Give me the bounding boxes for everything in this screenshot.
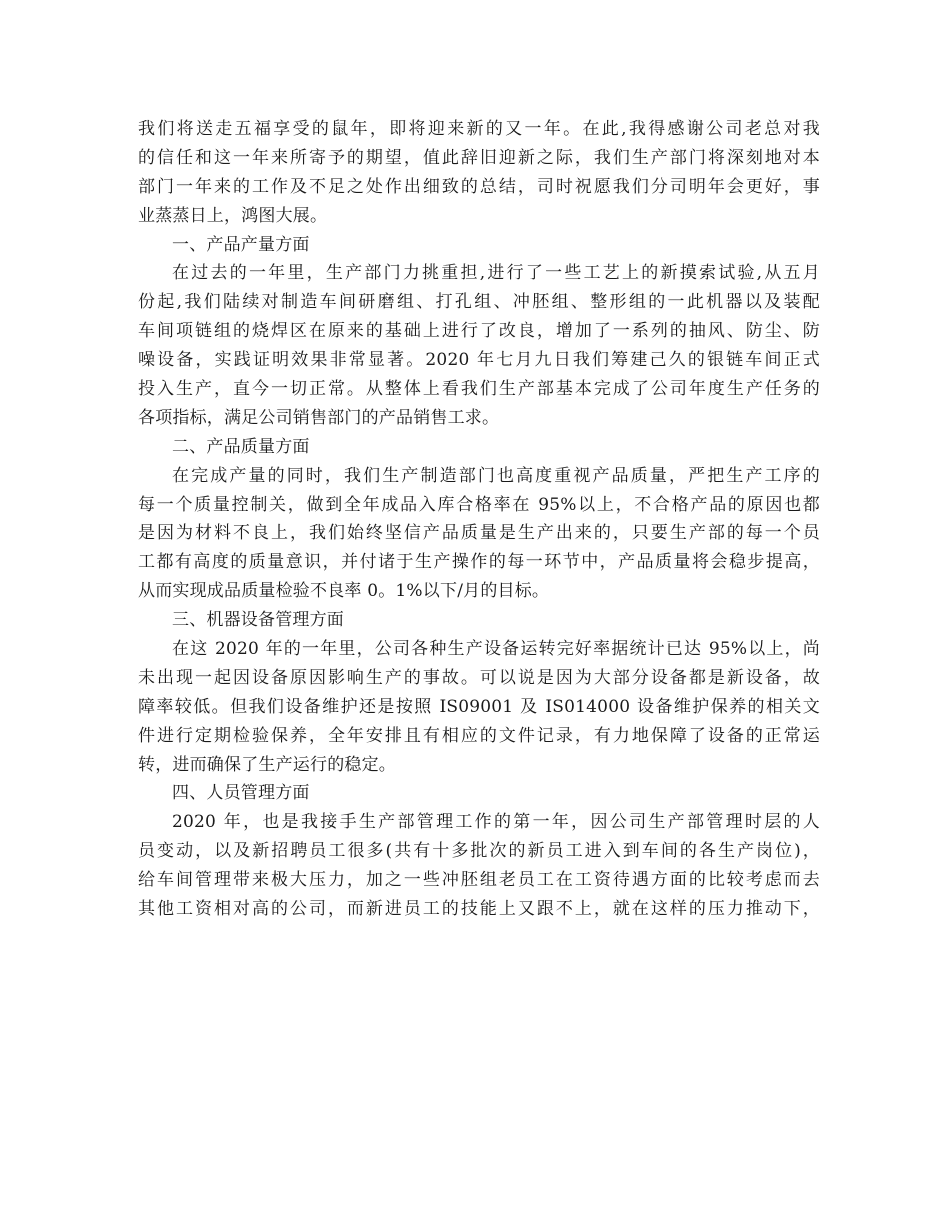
text-line: 每一个质量控制关，做到全年成品入库合格率在 95%以上，不合格产品的原因也都 (138, 494, 820, 515)
text-line: 各项指标，满足公司销售部门的产品销售工求。 (138, 407, 500, 428)
text-line: 一、产品产量方面 (172, 234, 310, 255)
text-line: 是因为材料不良上，我们始终坚信产品质量是生产出来的，只要生产部的每一个员 (138, 523, 820, 544)
text-line: 其他工资相对高的公司，而新进员工的技能上又跟不上，就在这样的压力推动下， (138, 899, 820, 920)
text-line: 二、产品质量方面 (172, 436, 310, 457)
text-line: 障率较低。但我们设备维护还是按照 IS09001 及 IS014000 设备维护保养的相关文 (138, 696, 820, 717)
text-line: 份起,我们陆续对制造车间研磨组、打孔组、冲胚组、整形组的一此机器以及装配 (138, 292, 820, 313)
text-line: 在完成产量的同时，我们生产制造部门也高度重视产品质量，严把生产工序的 (172, 465, 820, 486)
text-line: 投入生产，直今一切正常。从整体上看我们生产部基本完成了公司年度生产任务的 (138, 379, 820, 400)
text-line: 2020 年，也是我接手生产部管理工作的第一年，因公司生产部管理时层的人 (172, 812, 820, 833)
text-line: 三、机器设备管理方面 (172, 610, 344, 631)
text-line: 件进行定期检验保养，全年安排且有相应的文件记录，有力地保障了设备的正常运 (138, 725, 820, 746)
text-line: 在这 2020 年的一年里，公司各种生产设备运转完好率据统计已达 95%以上，尚 (172, 639, 820, 660)
text-line: 从而实现成品质量检验不良率 0。1%以下/月的目标。 (138, 581, 550, 602)
text-line: 噪设备，实践证明效果非常显著。2020 年七月九日我们筹建己久的银链车间正式 (138, 350, 820, 371)
text-line: 车间项链组的烧焊区在原来的基础上进行了改良，增加了一系列的抽风、防尘、防 (138, 321, 820, 342)
text-line: 四、人员管理方面 (172, 783, 310, 804)
text-line: 我们将送走五福享受的鼠年，即将迎来新的又一年。在此,我得感谢公司老总对我 (138, 119, 820, 139)
text-line: 的信任和这一年来所寄予的期望，值此辞旧迎新之际，我们生产部门将深刻地对本 (138, 147, 820, 168)
text-line: 给车间管理带来极大压力，加之一些冲胚组老员工在工资待遇方面的比较考虑而去 (138, 870, 820, 891)
text-line: 部门一年来的工作及不足之处作出细致的总结，司时祝愿我们分司明年会更好，事 (138, 176, 820, 197)
text-line: 业蒸蒸日上，鸿图大展。 (138, 205, 328, 226)
text-line: 员变动，以及新招聘员工很多(共有十多批次的新员工进入到车间的各生产岗位)， (138, 841, 820, 862)
document-body (138, 115, 820, 924)
text-line: 在过去的一年里，生产部门力挑重担,进行了一些工艺上的新摸索试验,从五月 (172, 263, 820, 284)
text-line: 工都有高度的质量意识，并付诸于生产操作的每一环节中，产品质量将会稳步提高， (138, 552, 820, 573)
text-line: 未出现一起因设备原因影响生产的事故。可以说是因为大部分设备都是新设备，故 (138, 667, 820, 688)
text-line: 转，进而确保了生产运行的稳定。 (138, 754, 396, 775)
